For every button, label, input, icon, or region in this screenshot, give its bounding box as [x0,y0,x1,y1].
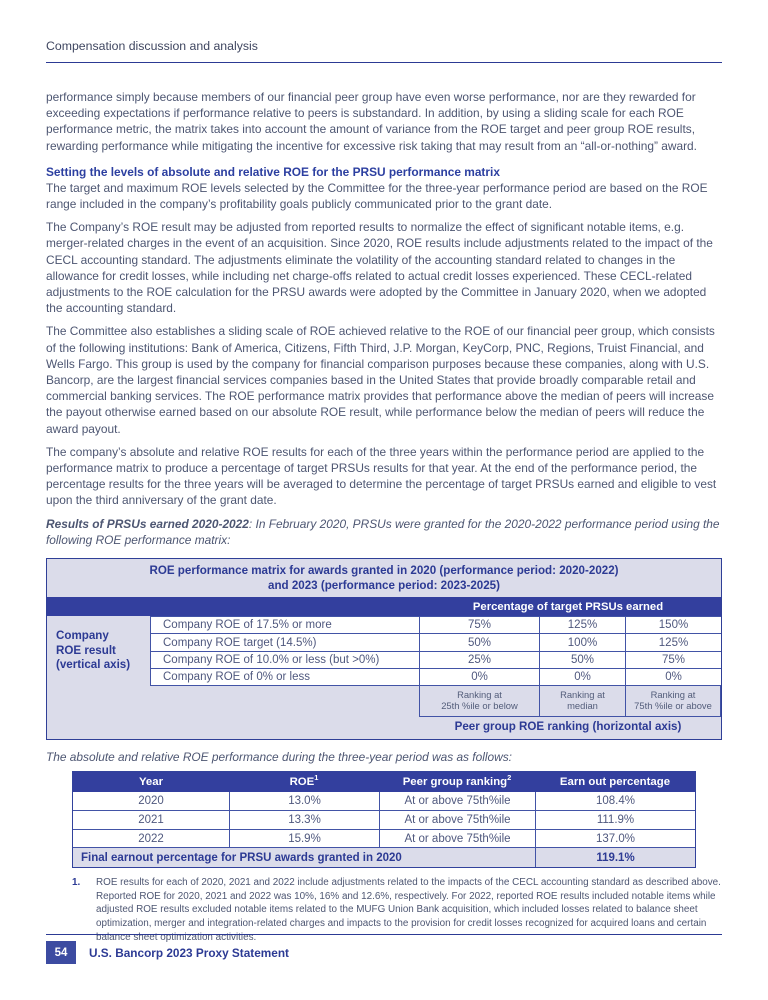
performance-header-label: ROE [289,776,315,789]
footer-document-title: U.S. Bancorp 2023 Proxy Statement [89,945,289,960]
page-body [46,89,722,944]
matrix-body [47,616,721,686]
matrix-title-line2: and 2023 (performance period: 2023-2025) [268,578,500,592]
performance-table-row [73,829,695,847]
performance-cell: 108.4% [535,792,695,810]
performance-header-cell [73,776,229,788]
performance-cell: 2021 [73,810,229,828]
performance-cell: 2020 [138,795,164,808]
performance-cell: 137.0% [535,829,695,847]
matrix-value-cell: 50% [419,633,539,650]
performance-header-cell [535,776,695,788]
matrix-ranking-line: 25th %ile or below [441,700,518,712]
performance-table-header [73,772,695,792]
matrix-row-axis-label [47,616,150,686]
performance-cell: At or above 75th%ile [379,829,535,847]
matrix-row [150,651,721,668]
matrix-value-cell: 75% [625,651,721,668]
matrix-axis-line: ROE result [56,643,116,657]
footer-row [46,941,722,964]
matrix-axis-line: Company [56,629,109,643]
matrix-column-header-bar [47,597,721,616]
matrix-value-cell: 0% [625,668,721,685]
footer-rule [46,934,722,935]
matrix-row [150,668,721,685]
matrix-row-label: Company ROE target (14.5%) [150,633,419,650]
page-footer [46,934,722,964]
matrix-ranking-line: median [567,700,598,712]
footnote-text: ROE results for each of 2020, 2021 and 2022 include adjustments related to the impacts of the CECL accounting standard as described above. Reported ROE for 2020, 2021 and 2022 was 10%, 16% and 12.6%, respectively. For 2022, reported ROE results included notable items while adjusted ROE results excluded notable items related to the MUFG Union Bank acquisition, which included losses related to balance sheet optimization, merger and integration-related charges and impacts to the provision for credit losses recognized for acquired loans and certain balance sheet optimization activities. [96,877,721,943]
performance-table-rows [73,792,695,847]
paragraph-results-lead-in [46,516,722,548]
final-earnout-label: Final earnout percentage for PRSU awards granted in 2020 [73,847,535,867]
matrix-value-cell: 0% [539,668,625,685]
performance-header-label: Peer group ranking [402,776,508,789]
footnote-reference: 2 [507,773,512,783]
paragraph-peer-group: The Committee also establishes a sliding scale of ROE achieved relative to the ROE of our financial peer group, which consists of the following institutions: Bank of America, Citizens, Fifth Third, J.P. Morgan, KeyCorp, PNC, Regions, Truist Financial, and Wells Fargo. This group is used by the company for financial comparison purposes because these companies, along with U.S. Bancorp, are the largest financial services companies based in the United States that provide broadly comparable retail and commercial banking services. The ROE performance matrix provides that performance above the median of peers will increase the payout otherwise earned based on our absolute ROE result, while performance below the median of peers will reduce the award payout. [46,324,715,436]
matrix-row-label: Company ROE of 0% or less [150,668,419,685]
matrix-value-cell: 25% [419,651,539,668]
footnote-reference: 1 [314,773,319,783]
matrix-value-cell: 125% [625,633,721,650]
matrix-ranking-line: Ranking at [457,688,502,700]
paragraph-target-levels: The target and maximum ROE levels selected by the Committee for the three-year performance period are based on the ROE range included in the company’s profitability goals publicly communicated prior to the grant date. [46,180,708,212]
performance-table-caption: The absolute and relative ROE performance during the three-year period was as follows: [46,749,512,764]
performance-cell: 15.9% [229,829,379,847]
matrix-ranking-cell [625,686,721,717]
performance-cell: 13.3% [229,810,379,828]
section-heading: Setting the levels of absolute and relative ROE for the PRSU performance matrix [46,164,500,179]
performance-table-row [73,792,695,810]
performance-cell: 2022 [73,829,229,847]
running-header: Compensation discussion and analysis [46,39,258,53]
matrix-ranking-cell [539,686,625,717]
paragraph-roe-adjustments: The Company’s ROE result may be adjusted from reported results to normalize the effect of significant notable items, e.g. merger-related charges in the event of an acquisition. Since 2020, ROE results include adjustments related to the impact of the CECL accounting standard. The adjustments eliminate the volatility of the accounting standard related to changes in the allowance for credit losses, while including net charge-offs related to actual credit losses experienced. These CECL-related adjustments to the ROE calculation for the PRSU awards were adopted by the Committee in January 2020, when we adopted the accounting standard. [46,220,713,316]
matrix-row [150,616,721,633]
matrix-value-cell: 50% [539,651,625,668]
performance-cell: At or above 75th%ile [379,810,535,828]
matrix-column-header: Percentage of target PRSUs earned [472,600,664,613]
matrix-title [47,559,721,597]
matrix-ranking-cell [419,686,539,717]
matrix-ranking-spacer [47,686,419,717]
performance-table-final-row [73,847,695,867]
matrix-row-label: Company ROE of 10.0% or less (but >0%) [150,651,419,668]
performance-table-row [73,810,695,828]
performance-header-label: Year [138,776,164,789]
matrix-rows [150,616,721,686]
matrix-ranking-line: Ranking at [560,688,605,700]
performance-header-cell [379,773,535,789]
matrix-title-line1: ROE performance matrix for awards granted in 2020 (performance period: 2020-2022) [149,564,619,578]
matrix-value-cell: 150% [625,616,721,633]
performance-cell: 13.0% [229,792,379,810]
matrix-value-cell: 0% [419,668,539,685]
performance-cell: 111.9% [535,810,695,828]
roe-performance-table [72,771,696,868]
matrix-ranking-row [47,686,721,717]
matrix-row [150,633,721,650]
paragraph-intro: performance simply because members of our financial peer group have even worse performance, nor are they rewarded for exceeding expectations if performance relative to peers is substandard. In addition, by using a sliding scale for each ROE performance metric, the matrix takes into account the amount of variance from the ROE target and peer group ROE results, rewarding performance while mitigating the incentive for excessive risk taking that may result from an “all-or-nothing” award. [46,90,697,153]
page-number-badge: 54 [46,941,76,964]
matrix-value-cell: 125% [539,616,625,633]
results-lead-rest: : In February 2020, PRSUs were granted for the 2020-2022 performance period using the following ROE performance matrix: [46,516,720,547]
final-earnout-value: 119.1% [535,847,695,867]
matrix-ranking-line: Ranking at [650,688,696,700]
results-lead-bold: Results of PRSUs earned 2020-2022 [46,516,249,531]
header-rule [46,62,722,63]
footnote-number: 1. [72,877,81,889]
matrix-row-label: Company ROE of 17.5% or more [150,616,419,633]
matrix-ranking-line: 75th %ile or above [634,700,712,712]
performance-cell: At or above 75th%ile [379,792,535,810]
matrix-value-cell: 100% [539,633,625,650]
matrix-value-cell: 75% [419,616,539,633]
paragraph-averaging: The company’s absolute and relative ROE results for each of the three years within the performance period are applied to the performance matrix to produce a percentage of target PRSUs results for that year. At the end of the performance period, the percentage results for the three years will be averaged to determine the percentage of target PRSUs earned and eligible to vest upon the third anniversary of the grant date. [46,444,717,508]
matrix-axis-line: (vertical axis) [56,658,131,672]
matrix-column-axis-label: Peer group ROE ranking (horizontal axis) [454,719,682,733]
roe-performance-matrix-table [46,558,722,740]
performance-header-label: Earn out percentage [559,776,671,789]
performance-header-cell [229,773,379,789]
